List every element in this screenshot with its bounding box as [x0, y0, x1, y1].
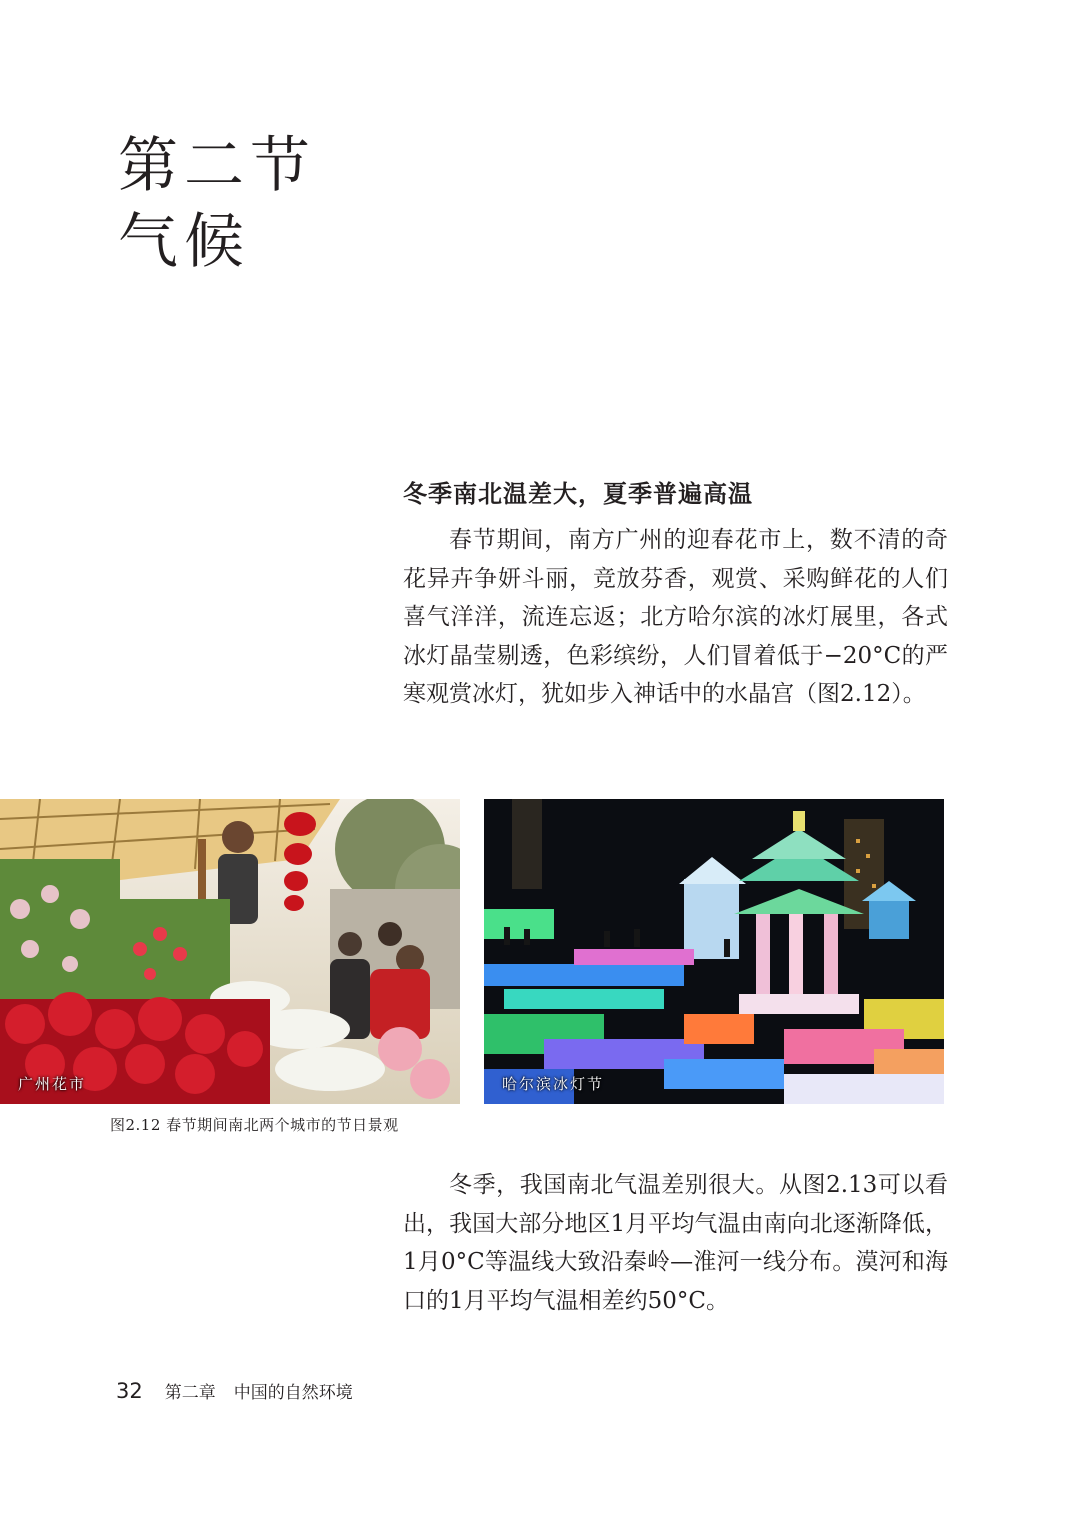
figure-caption: 图2.12 春节期间南北两个城市的节日景观 [110, 1116, 399, 1134]
guangzhou-photo-label: 广州花市 [18, 1075, 87, 1093]
chapter-title: 中国的自然环境 [233, 1383, 353, 1403]
flower-market-illustration [0, 799, 460, 1104]
section-number: 第二节 [118, 131, 316, 201]
subheading: 冬季南北温差大，夏季普遍高温 [403, 480, 753, 508]
page-footer [116, 1378, 353, 1403]
harbin-photo-label: 哈尔滨冰灯节 [502, 1075, 605, 1093]
ice-lantern-illustration [484, 799, 944, 1104]
chapter-number: 第二章 [164, 1383, 216, 1403]
page-number: 32 [116, 1379, 143, 1403]
harbin-ice-lantern-photo [484, 799, 944, 1104]
guangzhou-flower-market-photo [0, 799, 460, 1104]
section-name: 气候 [118, 207, 250, 277]
paragraph-winter-temperature: 冬季，我国南北气温差别很大。从图2.13可以看出，我国大部分地区1月平均气温由南向北逐渐降低，1月0°C等温线大致沿秦岭—淮河一线分布。漠河和海口的1月平均气温相差约50°C。 [403, 1172, 948, 1314]
section-title [118, 128, 316, 280]
paragraph-spring-festival: 春节期间，南方广州的迎春花市上，数不清的奇花异卉争妍斗丽，竞放芬香，观赏、采购鲜花的人们喜气洋洋，流连忘返；北方哈尔滨的冰灯展里，各式冰灯晶莹剔透，色彩缤纷，人们冒着低于−20°C的严寒观赏冰灯，犹如步入神话中的水晶宫（图2.12）。 [403, 527, 948, 707]
